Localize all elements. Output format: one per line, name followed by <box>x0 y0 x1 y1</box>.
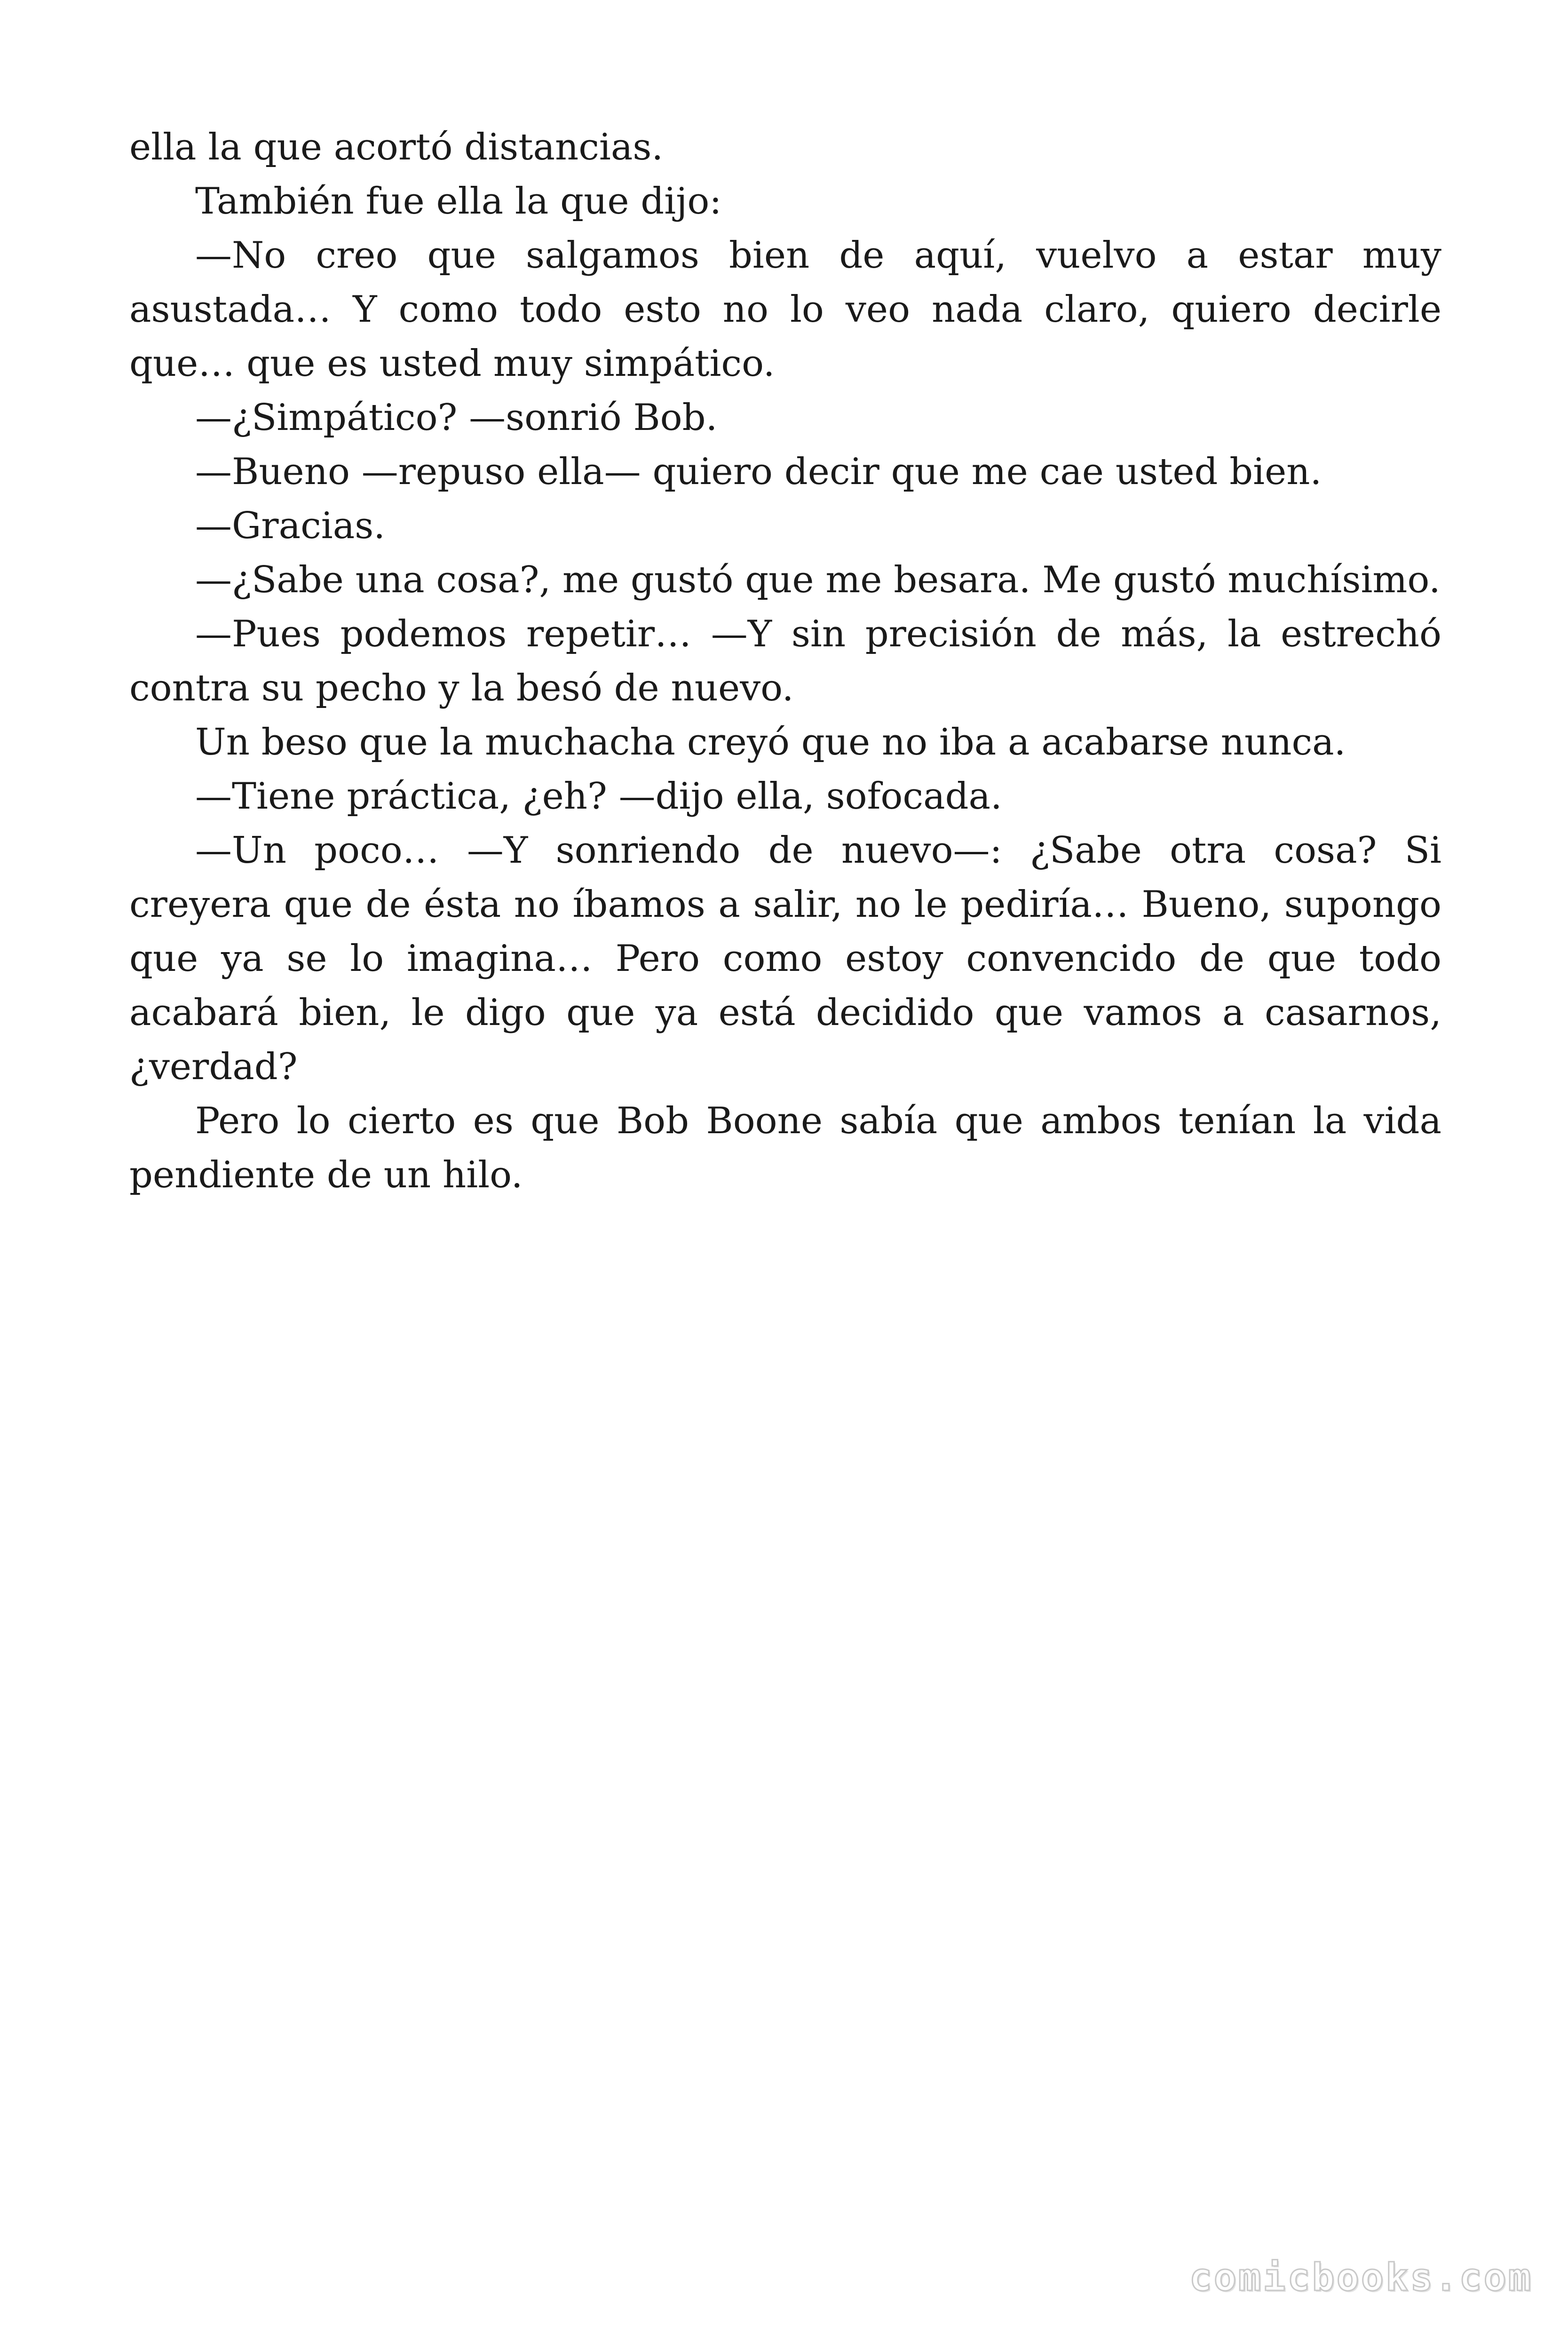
page-body-text <box>129 120 1441 1202</box>
paragraph: También fue ella la que dijo: <box>195 180 722 222</box>
dialogue-paragraph: —Tiene práctica, ¿eh? —dijo ella, sofocada. <box>195 775 1002 818</box>
paragraph-continuation: ella la que acortó distancias. <box>129 126 664 168</box>
dialogue-paragraph: —Pues podemos repetir… —Y sin precisión de más, la estrechó contra su pecho y la besó de nuevo. <box>129 613 1441 709</box>
paragraph: Un beso que la muchacha creyó que no iba a acabarse nunca. <box>195 721 1346 763</box>
dialogue-paragraph: —¿Simpático? —sonrió Bob. <box>195 397 718 439</box>
watermark: comicbooks.com <box>1189 2256 1533 2299</box>
dialogue-paragraph: —¿Sabe una cosa?, me gustó que me besara. Me gustó muchísimo. <box>195 559 1441 601</box>
dialogue-paragraph: —Un poco… —Y sonriendo de nuevo—: ¿Sabe otra cosa? Si creyera que de ésta no íbamos a salir, no le pediría… Bueno, supongo que ya se lo imagina… Pero como estoy convencido de que todo acabará bien, le digo que ya está decidido que vamos a casarnos, ¿verdad? <box>129 829 1441 1088</box>
dialogue-paragraph: —Gracias. <box>195 505 386 547</box>
dialogue-paragraph: —No creo que salgamos bien de aquí, vuelvo a estar muy asustada… Y como todo esto no lo veo nada claro, quiero decirle que… que es usted muy simpático. <box>129 234 1441 385</box>
dialogue-paragraph: —Bueno —repuso ella— quiero decir que me cae usted bien. <box>195 451 1322 493</box>
paragraph: Pero lo cierto es que Bob Boone sabía que ambos tenían la vida pendiente de un hilo. <box>129 1100 1441 1196</box>
